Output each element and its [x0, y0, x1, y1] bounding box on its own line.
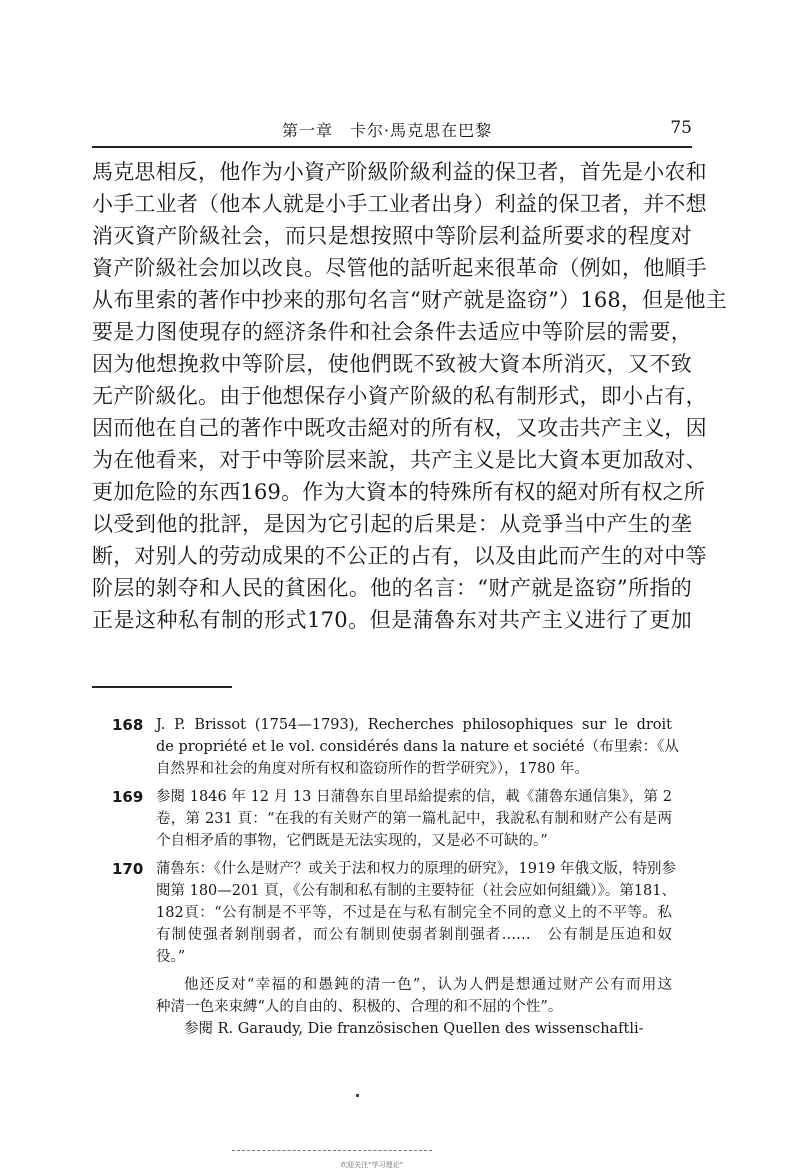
- footnote-line: 閱第 180—201 頁，《公有制和私有制的主要特征（社会应如何組織）》。第181、: [156, 883, 676, 899]
- body-line: 阶层的剝夺和人民的貧困化。他的名言：“财产就是盗窃”所指的: [92, 576, 692, 600]
- footnote-line: J. P. Brissot (1754—1793), Recherches philosophiques sur le droit: [156, 717, 672, 733]
- body-line: 馬克思相反，他作为小資产阶級阶級利益的保卫者，首先是小农和: [92, 160, 707, 184]
- body-line: 因而他在自己的著作中既攻击絕对的所有权，又攻击共产主义，因: [92, 416, 707, 440]
- body-line: 消灭資产阶級社会，而只是想按照中等阶层利益所要求的程度对: [92, 224, 692, 248]
- body-text: [92, 156, 727, 636]
- footnote-168: [112, 714, 679, 780]
- footnote-170: [112, 858, 677, 968]
- body-line: 为在他看来，对于中等阶层来說，共产主义是比大資本更加敌对、: [92, 448, 707, 472]
- body-line: 資产阶級社会加以改良。尽管他的話听起来很革命（例如，他順手: [92, 256, 707, 280]
- footnote-line: 自然界和社会的角度对所有权和盗窃所作的哲学研究》），1780 年。: [156, 761, 590, 777]
- footnote-number: 168: [112, 716, 144, 734]
- footnote-number: 169: [112, 788, 144, 806]
- footnote-line: de propriété et le vol. considérés dans la nature et société（布里索：《从: [156, 739, 679, 755]
- footnote-line: 参閱 1846 年 12 月 13 日蒲魯东自里昂給提索的信，載《蒲魯东通信集》，第 2: [156, 789, 672, 805]
- page-number: 75: [670, 118, 692, 138]
- body-line: 要是力图使現存的經济条件和社会条件去适应中等阶层的需要，: [92, 320, 692, 344]
- footnote-line: 有制使强者剝削弱者，而公有制則使弱者剝削强者…… 公有制是压迫和奴: [156, 927, 672, 943]
- footnote-170-continuation: [112, 974, 672, 1040]
- page-dot: [356, 1094, 359, 1097]
- footnote-line: 他还反对“幸福的和愚鈍的清一色”，认为人們是想通过财产公有而用这: [184, 977, 672, 993]
- scan-edge-rule: [232, 1150, 432, 1152]
- body-line: 从布里索的著作中抄来的那句名言“财产就是盗窃”）168，但是他主: [92, 288, 727, 312]
- footnotes: [112, 714, 679, 1040]
- body-line: 断，对别人的劳动成果的不公正的占有，以及由此而产生的对中等: [92, 544, 707, 568]
- body-line: 正是这种私有制的形式170。但是蒲魯东对共产主义进行了更加: [92, 608, 692, 632]
- footnote-line: 役。”: [156, 949, 186, 965]
- footnote-line: 卷，第 231 頁：“在我的有关财产的第一篇札記中，我說私有制和财产公有是两: [156, 811, 672, 827]
- watermark-text: 欢迎关注“学习理论”: [340, 1161, 404, 1169]
- body-line: 小手工业者（他本人就是小手工业者出身）利益的保卫者，并不想: [92, 192, 707, 216]
- footnote-rule: [92, 686, 232, 688]
- footnote-number: 170: [112, 860, 144, 878]
- body-line: 因为他想挽救中等阶层，使他們既不致被大資本所消灭，又不致: [92, 352, 692, 376]
- footnote-line: 182頁：“公有制是不平等，不过是在与私有制完全不同的意义上的不平等。私: [156, 905, 672, 921]
- body-line: 无产阶級化。由于他想保存小資产阶級的私有制形式，即小占有，: [92, 384, 707, 408]
- body-line: 以受到他的批評，是因为它引起的后果是：从竞爭当中产生的垄: [92, 512, 692, 536]
- header-rule: [92, 146, 692, 148]
- footnote-169: [112, 786, 672, 852]
- footnote-line: 种清一色来束縛“人的自由的、积极的、合理的和不屈的个性”。: [156, 999, 563, 1015]
- running-header: [92, 118, 692, 142]
- footnote-line: 个自相矛盾的事物，它們既是无法实现的，又是必不可缺的。”: [156, 833, 548, 849]
- footnote-line: 蒲魯东：《什么是财产？或关于法和权力的原理的研究》，1919 年俄文版，特别参: [156, 861, 677, 877]
- chapter-title: 第一章 卡尔·馬克思在巴黎: [282, 121, 493, 140]
- body-line: 更加危险的东西169。作为大資本的特殊所有权的絕对所有权之所: [92, 480, 706, 504]
- footnote-line: 参閱 R. Garaudy, Die französischen Quellen des wissenschaftli-: [184, 1021, 644, 1037]
